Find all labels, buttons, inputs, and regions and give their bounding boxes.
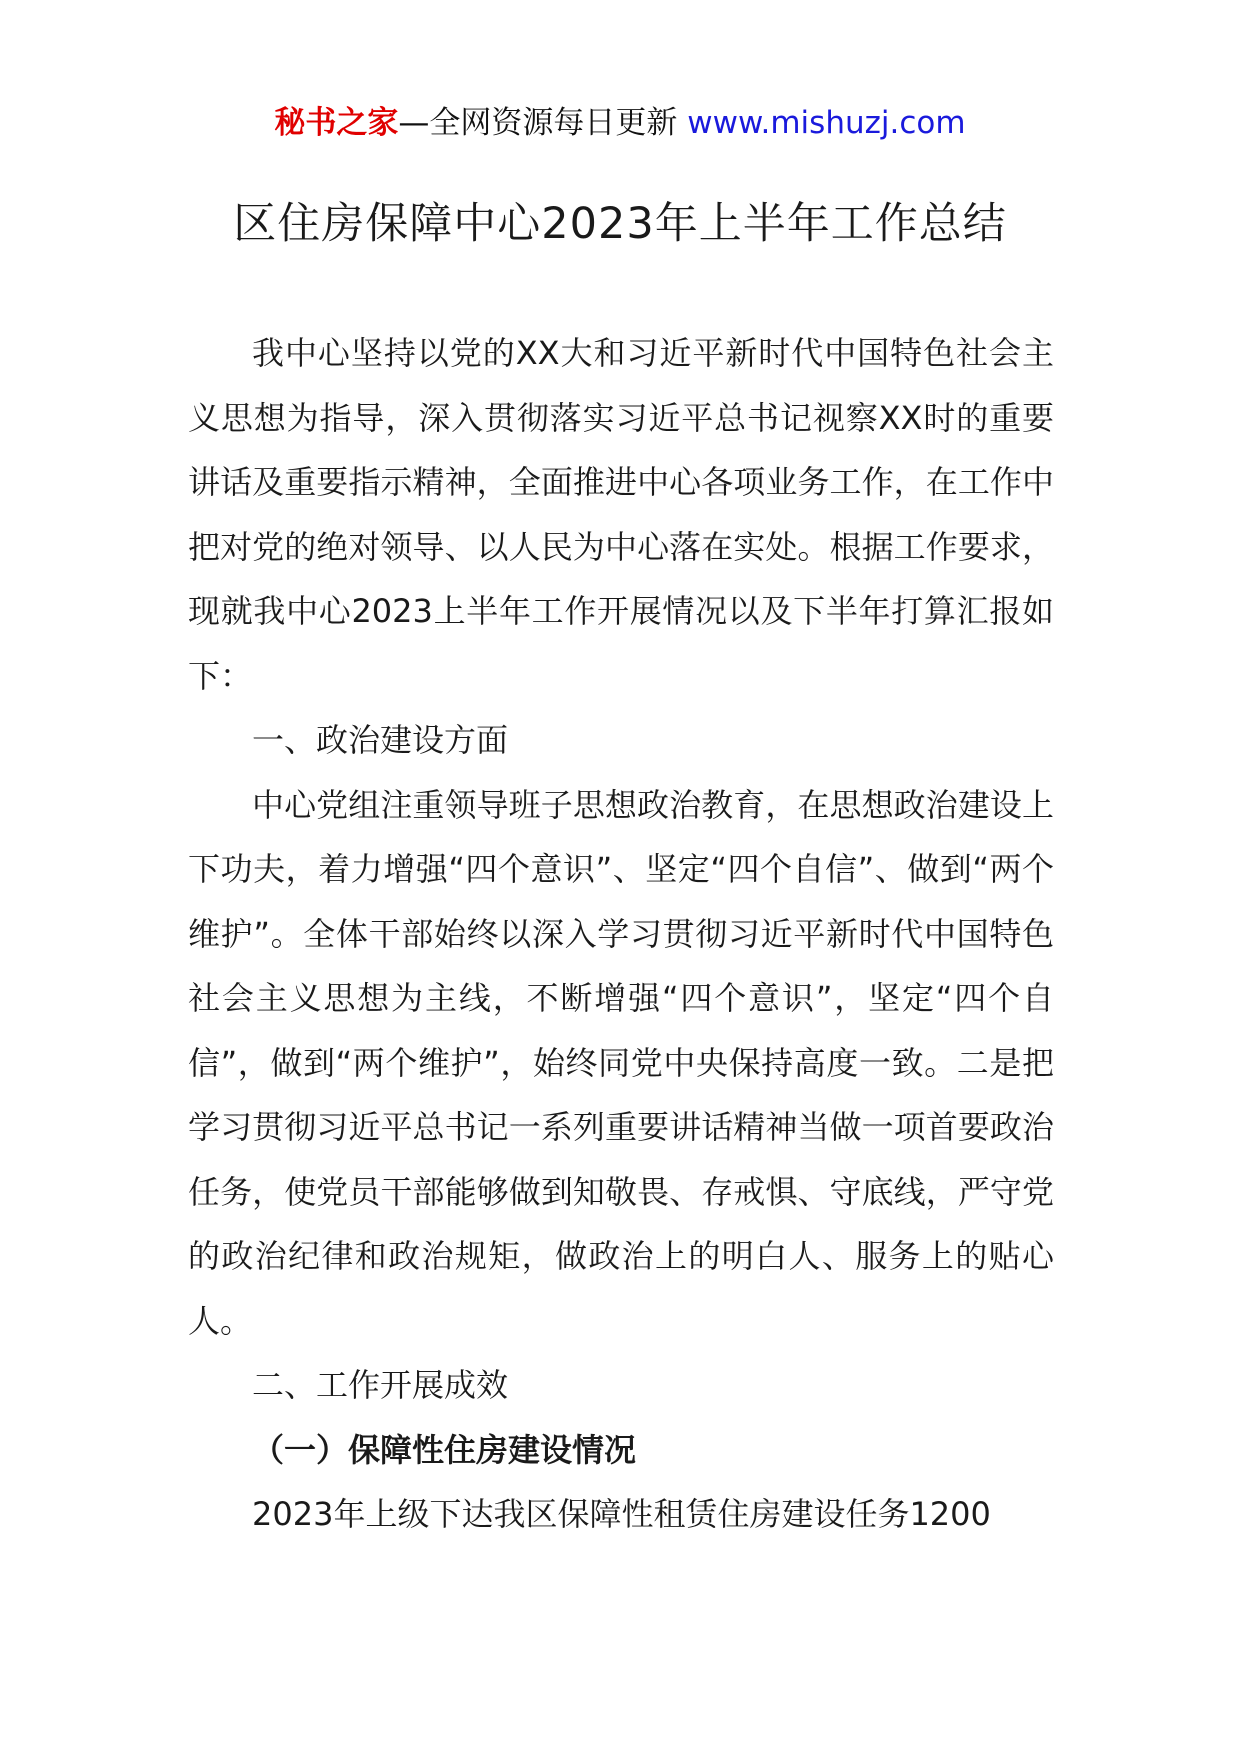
political-paragraph: 中心党组注重领导班子思想政治教育，在思想政治建设上下功夫，着力增强“四个意识”、坚定“四个自信”、做到“两个维护”。全体干部始终以深入学习贯彻习近平新时代中国特色社会主义思想为主线，不断增强“四个意识”，坚定“四个自信”，做到“两个维护”，始终同党中央保持高度一致。二是把学习贯彻习近平总书记一系列重要讲话精神当做一项首要政治任务，使党员干部能够做到知敬畏、存戒惧、守底线，严守党的政治纪律和政治规矩，做政治上的明白人、服务上的贴心人。 [188, 785, 1054, 1340]
site-header [0, 100, 1240, 146]
header-slogan: —全网资源每日更新 [398, 105, 688, 141]
brand-name: 秘书之家 [274, 105, 399, 141]
intro-paragraph: 我中心坚持以党的XX大和习近平新时代中国特色社会主义思想为指导，深入贯彻落实习近平总书记视察XX时的重要讲话及重要指示精神，全面推进中心各项业务工作，在工作中把对党的绝对领导、以人民为中心落在实处。根据工作要求，现就我中心2023上半年工作开展情况以及下半年打算汇报如下： [188, 334, 1054, 695]
site-url-link[interactable]: www.mishuzj.com [687, 105, 966, 141]
document-title: 区住房保障中心2023年上半年工作总结 [233, 199, 1007, 249]
subheading-housing: （一）保障性住房建设情况 [252, 1430, 637, 1469]
section-heading-political: 一、政治建设方面 [252, 721, 509, 759]
section-heading-results: 二、工作开展成效 [252, 1366, 509, 1404]
document-body [188, 321, 1054, 1547]
housing-paragraph: 2023年上级下达我区保障性租赁住房建设任务1200 [252, 1495, 991, 1533]
